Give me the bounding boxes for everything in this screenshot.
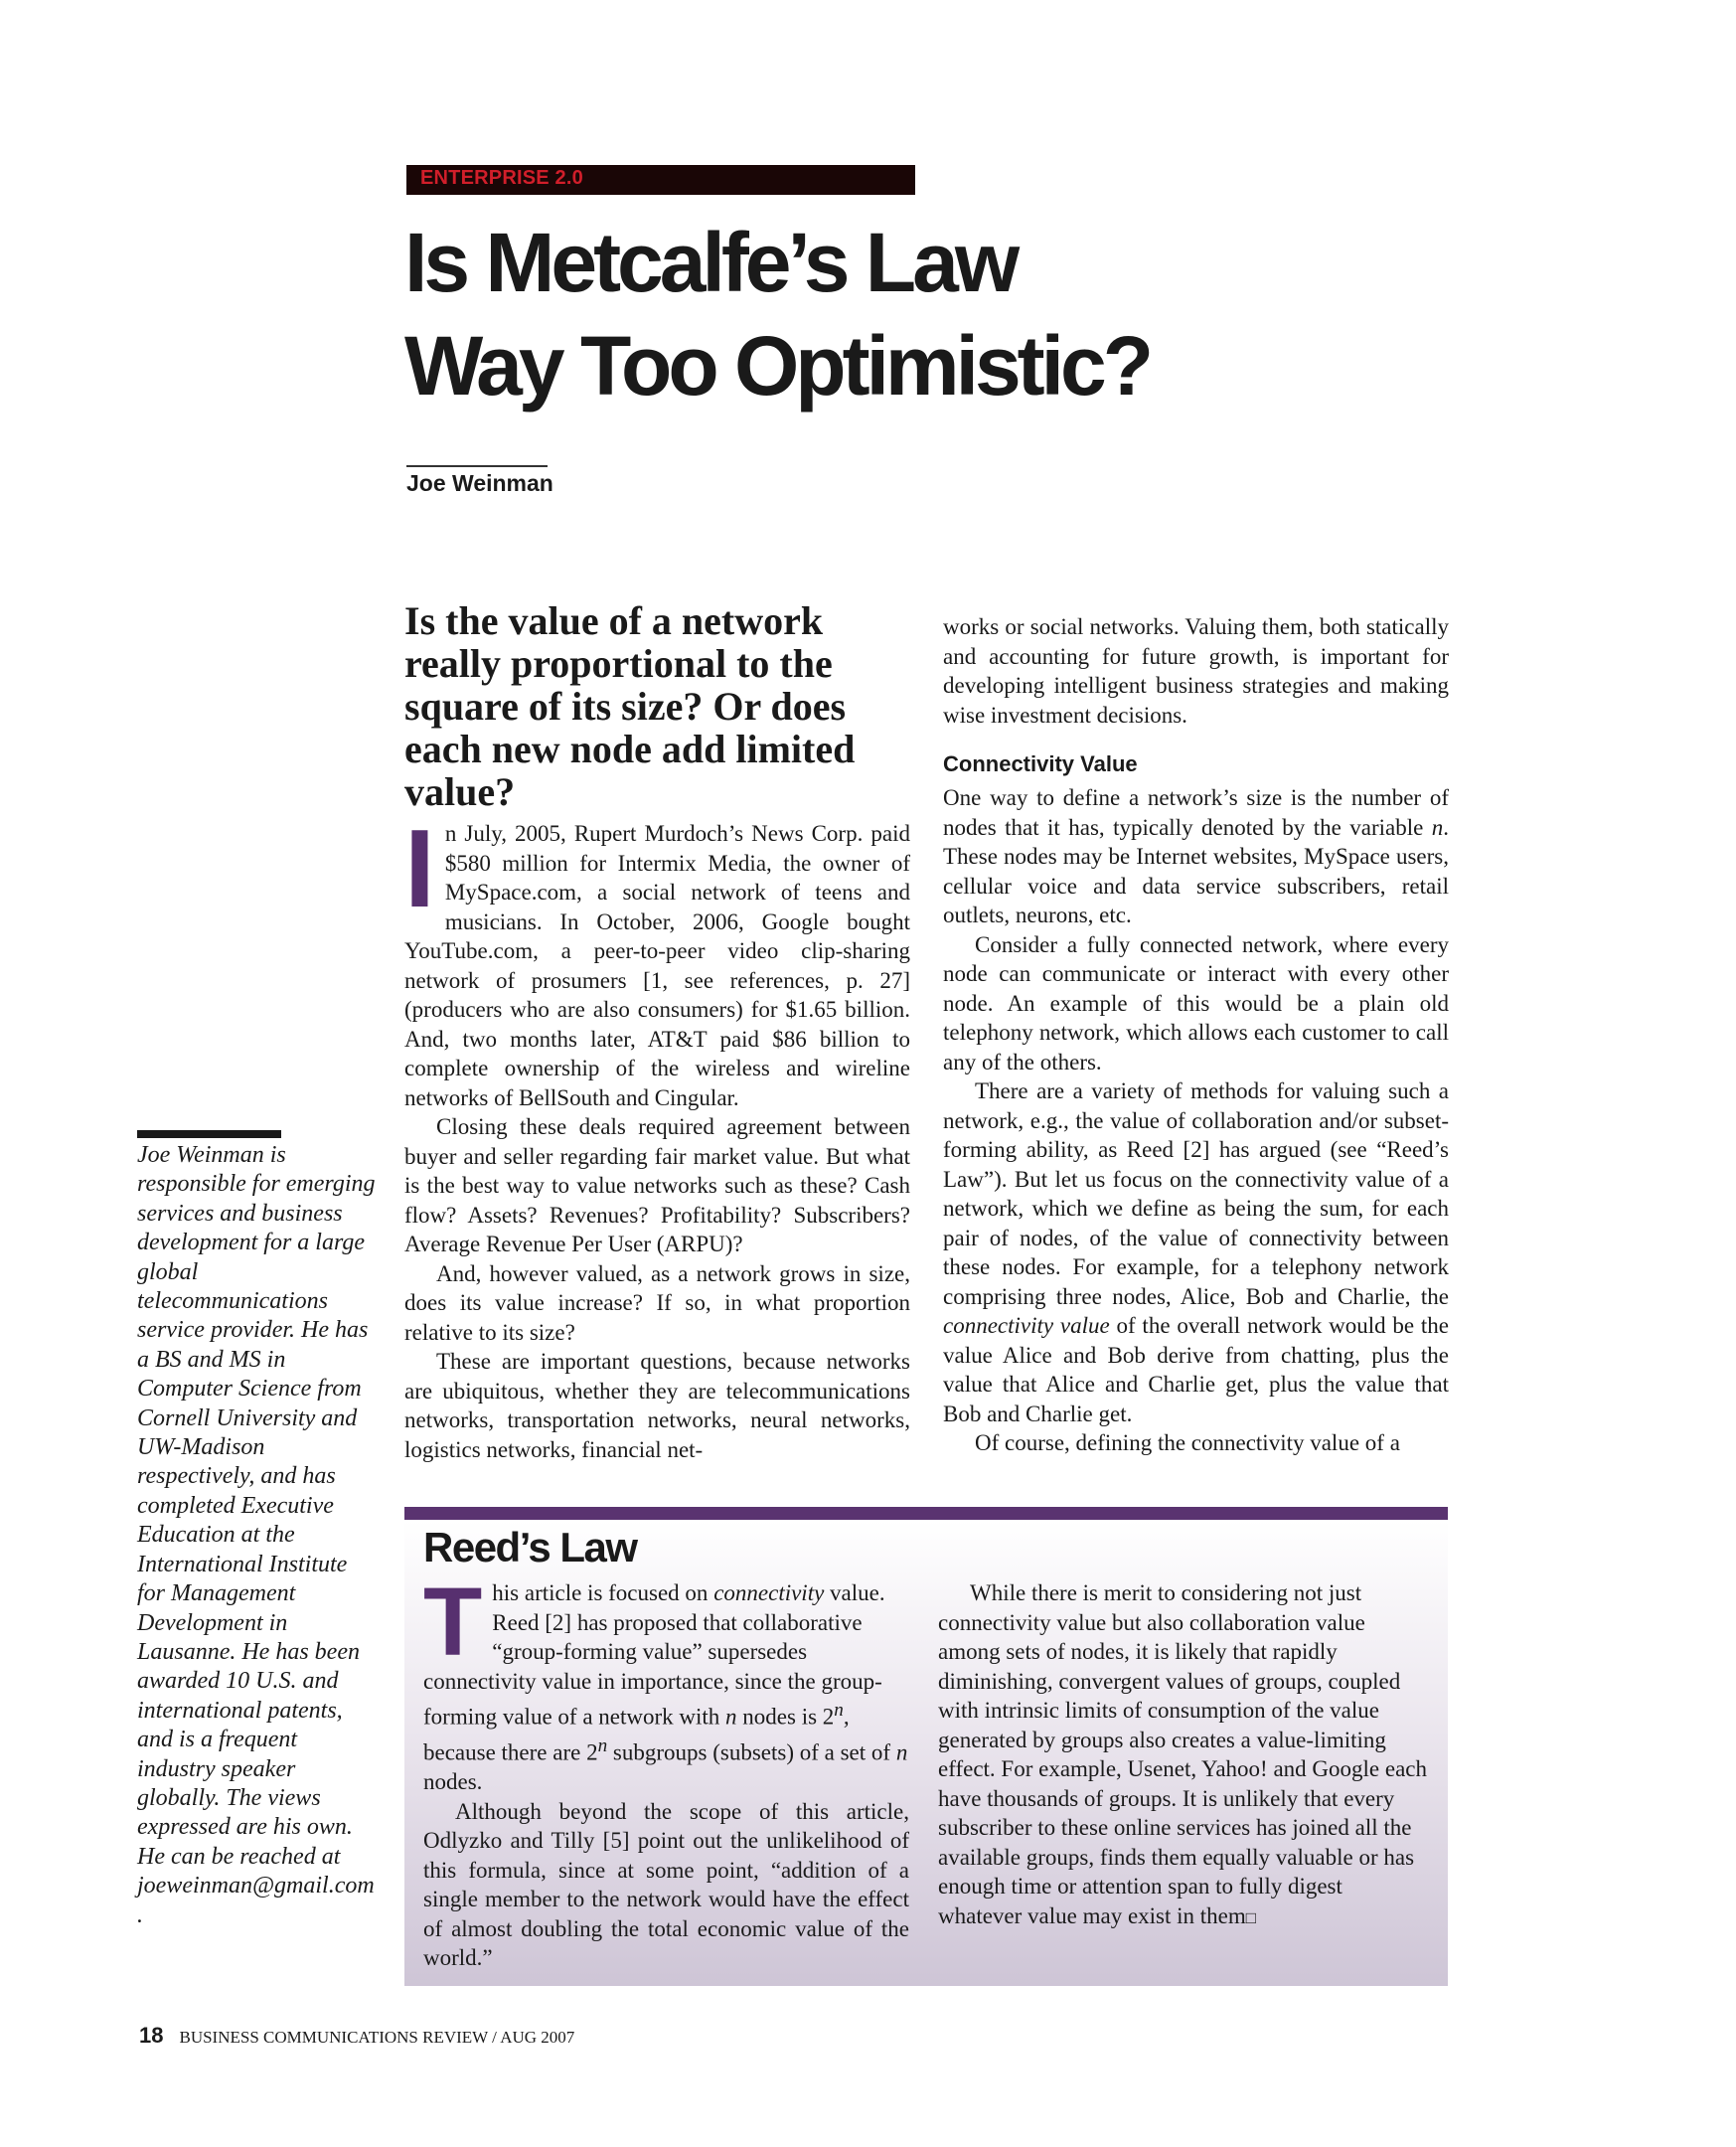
body-paragraph: Of course, defining the connectivity value of a (975, 1430, 1400, 1455)
body-column-2 (943, 612, 1449, 1458)
box-paragraph: While there is merit to considering not just connectivity value but also collaboration value among sets of nodes, it is likely that rapidly diminishing, convergent values of groups, coupled with intrinsic limits of consumption of the value generated by groups also creates a value-limiting effect. For example, Usenet, Yahoo! and Google each have thousands of groups. It is unlikely that every subscriber to these online services has joined all the available groups, finds them equally valuable or has enough time or attention span to fully digest whatever value may exist in them□ (938, 1580, 1428, 1928)
page-footer (139, 2023, 574, 2049)
body-paragraph: There are a variety of methods for valuing such a network, e.g., the value of collaboration and/or subset-forming ability, as Reed [2] has argued (see “Reed’s Law”). But let us focus on the connectivity value of a network, which we define as being the sum, for each pair of nodes, of the value of connectivity between these nodes. For example, for a telephony network comprising three nodes, Alice, Bob and Charlie, the connectivity value of the overall network would be the value Alice and Bob derive from chatting, plus the value that Alice and Charlie get, plus the value that Bob and Charlie get. (943, 1078, 1449, 1426)
end-mark: □ (1245, 1907, 1257, 1927)
box-title: Reed’s Law (423, 1524, 637, 1570)
drop-cap: T (423, 1568, 483, 1676)
page-number: 18 (139, 2023, 164, 2048)
article-deck: Is the value of a network really proportional to the square of its size? Or does each new node add limited value? (404, 598, 856, 814)
sidebar-rule (137, 1130, 281, 1138)
box-paragraph: Although beyond the scope of this article, Odlyzko and Tilly [5] point out the unlikelihood of this formula, since at some point, “addition of a single member to the network would have the effect of almost doubling the total economic value of the world.” (423, 1798, 909, 1971)
drop-cap: I (404, 807, 435, 930)
body-column-1 (404, 807, 910, 1464)
body-paragraph: One way to define a network’s size is the number of nodes that it has, typically denoted by the variable n. These nodes may be Internet websites, MySpace users, cellular voice and data service subscribers, retail outlets, neurons, etc. (943, 785, 1449, 927)
body-paragraph: Consider a fully connected network, where every node can communicate or interact with every other node. An example of this would be a plain old telephony network, which allows each customer to call any of the others. (943, 931, 1449, 1074)
sidebar-box-top-bar (404, 1507, 1448, 1520)
byline-rule (406, 465, 548, 467)
box-column-1 (423, 1568, 909, 1973)
body-paragraph: Closing these deals required agreement between buyer and seller regarding fair market value. But what is the best way to value networks such as these? Cash flow? Assets? Revenues? Profitability? Subscribers? Average Revenue Per User (ARPU)? (404, 1114, 910, 1256)
section-subhead: Connectivity Value (943, 751, 1138, 776)
section-kicker: ENTERPRISE 2.0 (420, 167, 583, 189)
box-paragraph: This article is focused on connectivity value. Reed [2] has proposed that collaborative “group-forming value” supersedes connectivity value in importance, since the group-forming value of a network with n nodes is 2$^n$, because there are 2$^n$ subgroups (subsets) of a set of n nodes. (423, 1568, 908, 1795)
box-column-2 (938, 1578, 1430, 1932)
publication-name: BUSINESS COMMUNICATIONS REVIEW / AUG 2007 (179, 2028, 575, 2047)
body-paragraph: works or social networks. Valuing them, both statically and accounting for future growth, is important for developing intelligent business strategies and making wise investment decisions. (943, 614, 1449, 728)
title-line-2: Way Too Optimistic? (404, 319, 1151, 413)
author-bio: Joe Weinman is responsible for emerging services and business development for a large global telecommunications service provider. He has a BS and MS in Computer Science from Cornell University and UW-Madison respectively, and has completed Executive Education at the International Institute for Management Development in Lausanne. He has been awarded 10 U.S. and international patents, and is a frequent industry speaker globally. The views expressed are his own. He can be reached at joeweinman@gmail.com. (137, 1142, 376, 1928)
body-paragraph: And, however valued, as a network grows in size, does its value increase? If so, in what proportion relative to its size? (404, 1260, 910, 1345)
title-line-1: Is Metcalfe’s Law (404, 216, 1017, 309)
body-paragraph: In July, 2005, Rupert Murdoch’s News Corp. paid $580 million for Intermix Media, the owner of MySpace.com, a social network of teens and musicians. In October, 2006, Google bought YouTube.com, a peer-to-peer video clip-sharing network of prosumers [1, see references, p. 27] (producers who are also consumers) for $1.65 billion. And, two months later, AT&T paid $86 billion to complete ownership of the wireless and wireline networks of BellSouth and Cingular. (404, 807, 910, 1110)
body-paragraph: These are important questions, because networks are ubiquitous, whether they are telecommunications networks, transportation networks, neural networks, logistics networks, financial net- (404, 1349, 910, 1462)
author-byline: Joe Weinman (406, 470, 553, 496)
article-title (404, 211, 1299, 417)
